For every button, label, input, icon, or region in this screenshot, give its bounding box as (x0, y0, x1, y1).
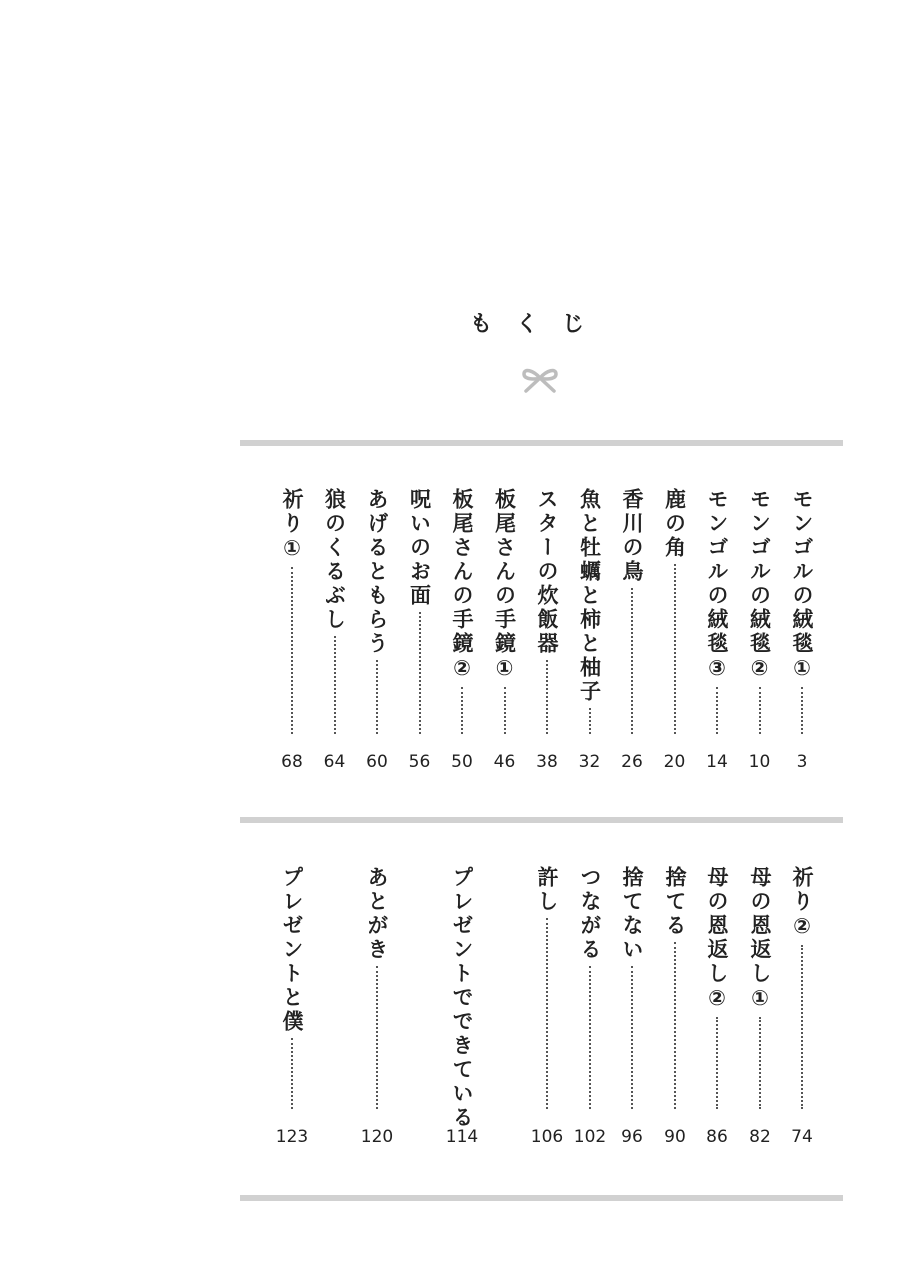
toc-entry (277, 866, 307, 1149)
toc-leader-dots (759, 1017, 761, 1109)
toc-leader-dots (546, 660, 548, 734)
toc-entry-title: プレゼントと僕 (280, 866, 304, 1034)
toc-entry-title: 祈り② (790, 866, 814, 941)
toc-entry (575, 488, 605, 774)
ribbon-bow-icon (518, 364, 562, 396)
toc-entry (362, 866, 392, 1149)
toc-entry (787, 866, 817, 1149)
toc-entry-title: 捨てない (620, 866, 644, 962)
toc-page-number: 50 (451, 752, 473, 772)
toc-leader-dots (291, 1038, 293, 1109)
toc-entry (745, 866, 775, 1149)
toc-entry-title: あげるともらう (365, 488, 389, 656)
toc-entry-title: 許し (535, 866, 559, 914)
toc-leader-dots (546, 918, 548, 1109)
toc-entry-title: 香川の鳥 (620, 488, 644, 584)
toc-entry-title: 魚と牡蠣と柿と柚子 (577, 488, 602, 704)
toc-entry-title: 板尾さんの手鏡② (450, 488, 474, 683)
toc-page-number: 68 (281, 752, 303, 772)
toc-leader-dots (716, 687, 718, 734)
toc-entry-title: モンゴルの絨毯① (790, 488, 814, 683)
page-title: もくじ (470, 312, 609, 337)
toc-page-number: 96 (621, 1127, 643, 1147)
toc-entry-title: 母の恩返し② (705, 866, 729, 1013)
toc-leader-dots (589, 966, 591, 1109)
toc-entry (447, 866, 477, 1149)
toc-page-number: 64 (323, 752, 346, 772)
toc-entry-title: 鹿の角 (662, 488, 687, 560)
toc-entry-title: あとがき (365, 866, 389, 962)
toc-entry (660, 488, 690, 774)
divider-rule-bottom (240, 1195, 843, 1201)
toc-entry-title: 母の恩返し① (748, 866, 772, 1013)
toc-entry-title: 板尾さんの手鏡① (492, 488, 517, 683)
toc-leader-dots (801, 945, 803, 1109)
toc-page-number: 10 (748, 752, 771, 772)
toc-page-number: 120 (360, 1127, 394, 1147)
toc-leader-dots (716, 1017, 718, 1109)
toc-leader-dots (674, 564, 676, 734)
toc-page-number: 60 (366, 752, 388, 772)
toc-page-number: 26 (621, 752, 643, 772)
toc-page-number: 32 (578, 752, 601, 772)
toc-entry (575, 866, 605, 1149)
toc-leader-dots (376, 660, 378, 734)
toc-page-number: 82 (749, 1127, 771, 1147)
toc-leader-dots (801, 687, 803, 734)
toc-leader-dots (419, 612, 421, 734)
toc-leader-dots (334, 636, 336, 734)
toc-leader-dots (504, 687, 506, 734)
toc-page-number: 102 (573, 1127, 607, 1147)
toc-entry (617, 488, 647, 774)
toc-entry-title: スターの炊飯器 (535, 488, 559, 656)
divider-rule-top (240, 440, 843, 446)
toc-entry-title: つながる (578, 866, 602, 962)
toc-entry (660, 866, 690, 1149)
toc-leader-dots (291, 567, 293, 734)
toc-entry (702, 488, 732, 774)
toc-entry (447, 488, 477, 774)
toc-entry-title: モンゴルの絨毯② (747, 488, 772, 683)
toc-entry (277, 488, 307, 774)
toc-leader-dots (376, 966, 378, 1109)
toc-entry-title: 呪いのお面 (407, 488, 432, 608)
toc-leader-dots (461, 687, 463, 734)
toc-leader-dots (759, 687, 761, 734)
toc-entry-title: 狼のくるぶし (322, 488, 347, 632)
toc-leader-dots (631, 966, 633, 1109)
toc-entry (490, 488, 520, 774)
toc-page-number: 123 (275, 1127, 309, 1147)
toc-entry-title: 祈り① (280, 488, 304, 563)
toc-page-number: 86 (706, 1127, 728, 1147)
toc-entry (320, 488, 350, 774)
toc-entry-title: プレゼントでできている (450, 866, 474, 1130)
toc-entry-title: 捨てる (663, 866, 687, 938)
toc-leader-dots (674, 942, 676, 1109)
toc-page-number: 46 (493, 752, 516, 772)
toc-page-number: 106 (530, 1127, 564, 1147)
toc-page-number: 20 (663, 752, 686, 772)
toc-entry (617, 866, 647, 1149)
toc-leader-dots (589, 708, 591, 734)
divider-rule-middle (240, 817, 843, 823)
toc-entry (532, 488, 562, 774)
toc-entry-title: モンゴルの絨毯③ (705, 488, 729, 683)
toc-page-number: 74 (791, 1127, 813, 1147)
toc-page-number: 90 (664, 1127, 686, 1147)
toc-page-number: 114 (445, 1127, 479, 1147)
toc-leader-dots (631, 588, 633, 734)
toc-entry (405, 488, 435, 774)
toc-entry (532, 866, 562, 1149)
toc-page-number: 14 (706, 752, 728, 772)
toc-page-number: 3 (796, 752, 808, 772)
toc-entry (745, 488, 775, 774)
toc-entry (362, 488, 392, 774)
toc-page-number: 38 (536, 752, 558, 772)
toc-page-number: 56 (408, 752, 431, 772)
toc-entry (702, 866, 732, 1149)
toc-entry (787, 488, 817, 774)
